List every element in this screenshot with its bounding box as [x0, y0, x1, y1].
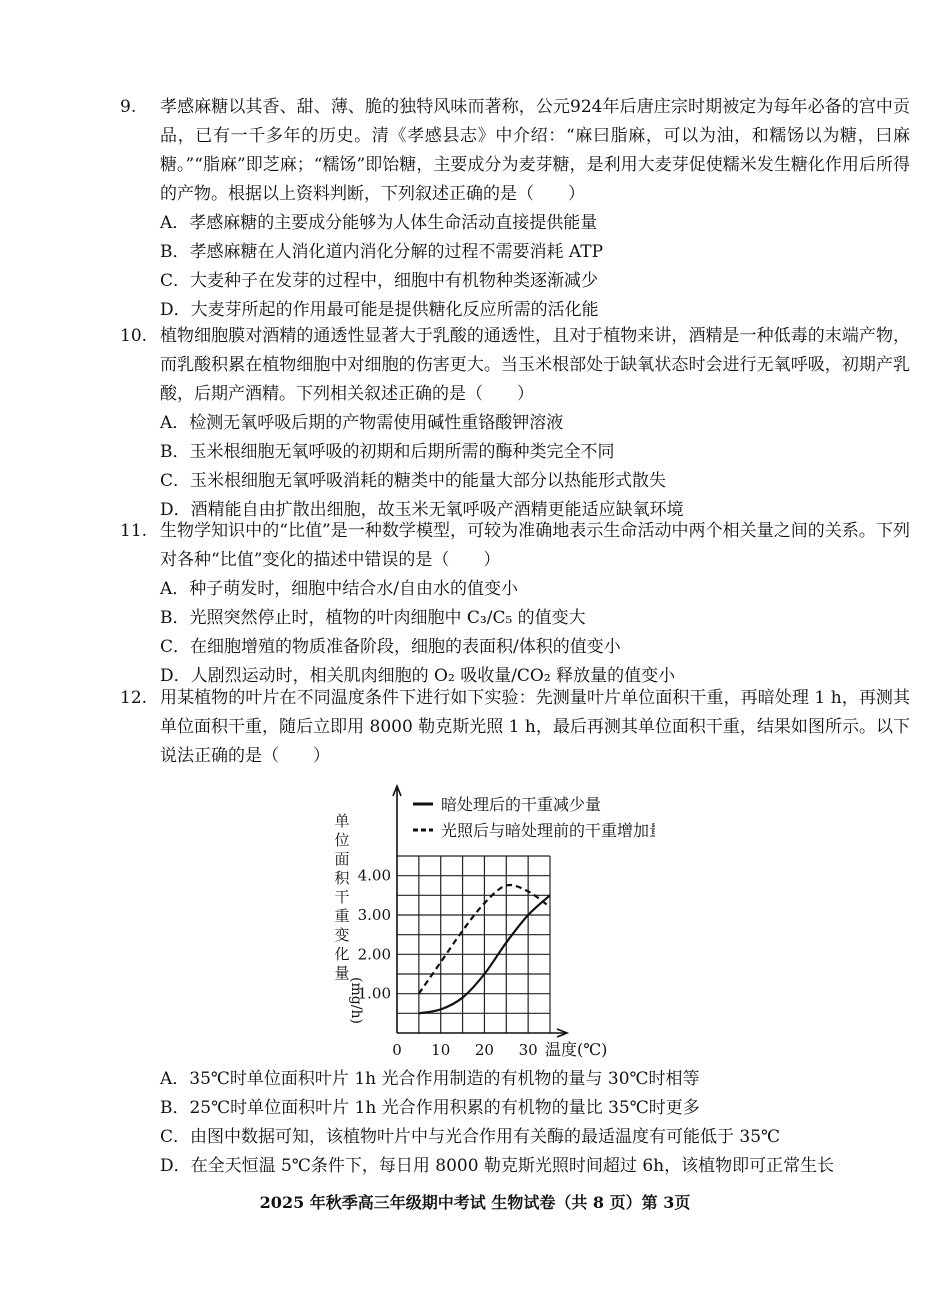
y-tick-label: 4.00: [357, 866, 391, 885]
x-tick-label: 20: [474, 1041, 494, 1059]
question-stem: 植物细胞膜对酒精的通透性显著大于乳酸的通透性，且对于植物来讲，酒精是一种低毒的末端产物，而乳酸积累在植物细胞中对细胞的伤害更大。当玉米根部处于缺氧状态时会进行无氧呼吸，初期产乳酸，后期产酒精。下列相关叙述正确的是（ ）: [160, 326, 910, 404]
question-stem: 孝感麻糖以其香、甜、薄、脆的独特风味而著称，公元924年后唐庄宗时期被定为每年必备的宫中贡品，已有一千多年的历史。清《孝感县志》中介绍：“麻曰脂麻，可以为油，和糯饧以为糖，曰麻糖。”“脂麻”即芝麻；“糯饧”即饴糖，主要成分为麦芽糖，是利用大麦芽促使糯米发生糖化作用后所得的产物。根据以上资料判断，下列叙述正确的是（ ）: [160, 97, 910, 204]
legend-label: 暗处理后的干重减少量: [441, 795, 602, 814]
option-a: A．种子萌发时，细胞中结合水/自由水的值变小: [160, 579, 519, 599]
option-b: B．25℃时单位面积叶片 1h 光合作用积累的有机物的量比 35℃时更多: [160, 1098, 700, 1118]
question-11: [120, 517, 910, 691]
x-tick-label: 10: [431, 1041, 451, 1059]
option-b: B．光照突然停止时，植物的叶肉细胞中 C₃/C₅ 的值变大: [160, 608, 586, 628]
x-tick-label: 30: [518, 1041, 538, 1059]
legend-label: 光照后与暗处理前的干重增加量: [441, 821, 655, 840]
option-d: D．大麦芽所起的作用最可能是提供糖化反应所需的活化能: [160, 300, 599, 320]
question-number: 9.: [120, 97, 137, 117]
option-a: A．35℃时单位面积叶片 1h 光合作用制造的有机物的量与 30℃时相等: [160, 1069, 700, 1089]
question-number: 12.: [120, 688, 148, 708]
y-tick-label: 2.00: [357, 945, 391, 964]
y-tick-label: 1.00: [357, 984, 391, 1003]
option-c: C．由图中数据可知，该植物叶片中与光合作用有关酶的最适温度有可能低于 35℃: [160, 1127, 781, 1147]
question-12-options: [120, 1065, 910, 1181]
y-axis-unit: (mg/h): [347, 977, 364, 1024]
question-number: 11.: [120, 521, 148, 541]
x-tick-label: 0: [392, 1041, 402, 1059]
question-12: [120, 684, 910, 771]
y-axis-title: 单位面积干重变化量: [334, 812, 350, 982]
y-tick-label: 3.00: [357, 906, 391, 924]
page-footer: 2025 年秋季高三年级期中考试 生物试卷（共 8 页）第 3页: [259, 1193, 691, 1212]
x-axis-label: 温度(℃): [545, 1040, 608, 1059]
option-a: A．孝感麻糖的主要成分能够为人体生命活动直接提供能量: [160, 213, 598, 233]
question-number: 10.: [120, 326, 148, 346]
option-d: D．酒精能自由扩散出细胞，故玉米无氧呼吸产酒精更能适应缺氧环境: [160, 500, 684, 520]
question-stem: 用某植物的叶片在不同温度条件下进行如下实验：先测量叶片单位面积干重，再暗处理 1 h，再测其单位面积干重，随后立即用 8000 勒克斯光照 1 h，最后再测其单位面积干重，结果如图所示。以下说法正确的是（ ）: [160, 688, 910, 766]
question-9: [120, 93, 910, 325]
option-c: C．玉米根细胞无氧呼吸消耗的糖类中的能量大部分以热能形式散失: [160, 471, 667, 491]
option-c: C．在细胞增殖的物质准备阶段，细胞的表面积/体积的值变小: [160, 637, 621, 657]
chart-svg: [325, 780, 655, 1070]
option-c: C．大麦种子在发芽的过程中，细胞中有机物种类逐渐减少: [160, 271, 599, 291]
option-b: B．孝感麻糖在人消化道内消化分解的过程不需要消耗 ATP: [160, 242, 604, 262]
temperature-dry-weight-chart: [325, 780, 655, 1070]
question-10: [120, 322, 910, 525]
option-a: A．检测无氧呼吸后期的产物需使用碱性重铬酸钾溶液: [160, 413, 564, 433]
option-d: D．人剧烈运动时，相关肌肉细胞的 O₂ 吸收量/CO₂ 释放量的值变小: [160, 666, 676, 686]
option-b: B．玉米根细胞无氧呼吸的初期和后期所需的酶种类完全不同: [160, 442, 615, 462]
option-d: D．在全天恒温 5℃条件下，每日用 8000 勒克斯光照时间超过 6h，该植物即可正常生长: [160, 1156, 835, 1176]
question-stem: 生物学知识中的“比值”是一种数学模型，可较为准确地表示生命活动中两个相关量之间的关系。下列对各种“比值”变化的描述中错误的是（ ）: [160, 521, 910, 570]
